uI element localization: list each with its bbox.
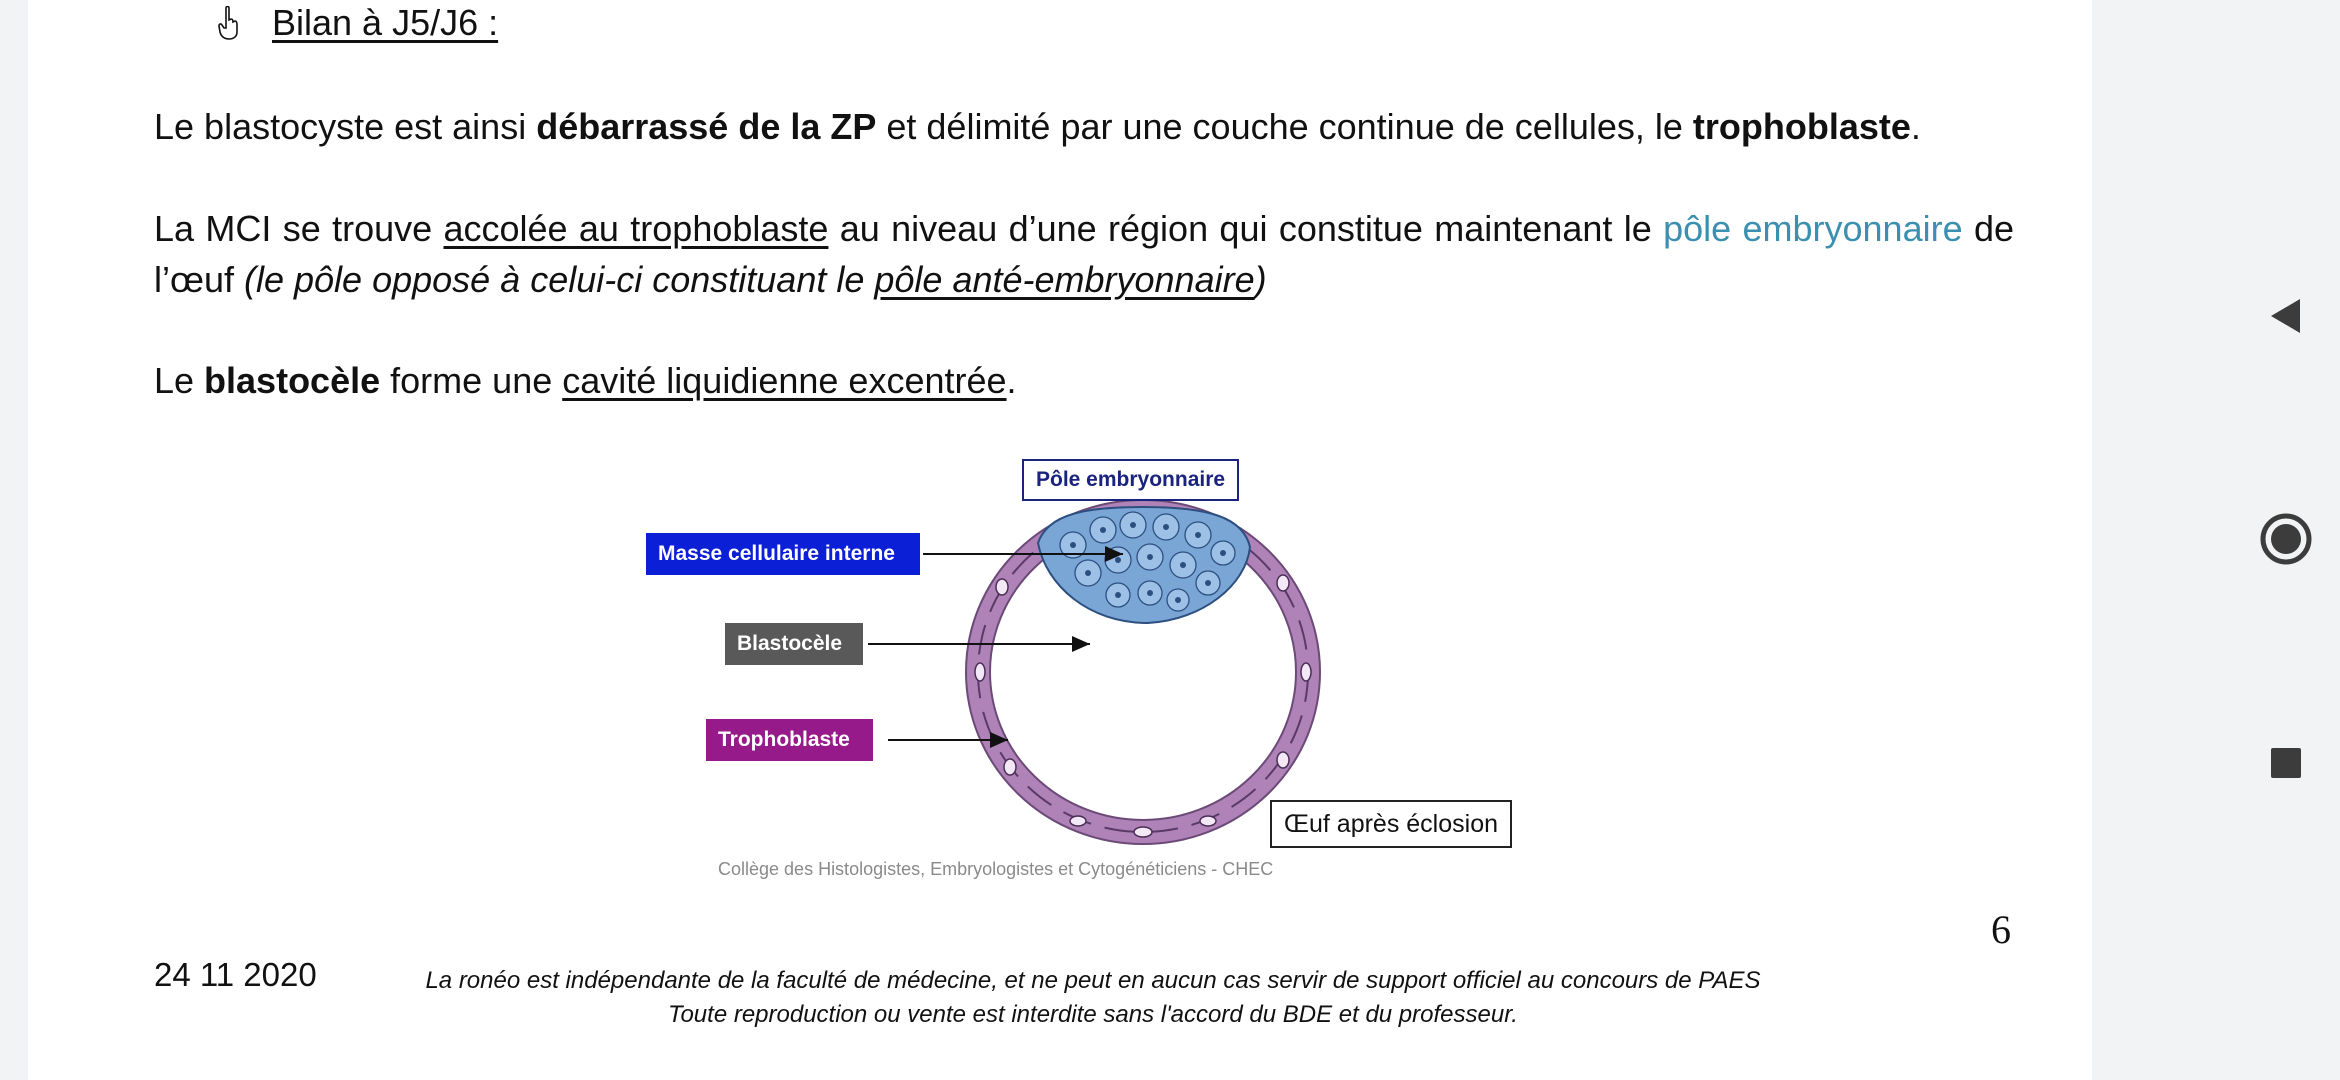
footer-disclaimer xyxy=(408,964,1778,1032)
navigation-bar xyxy=(2214,0,2340,1080)
paragraph-3: Le blastocèle forme une cavité liquidienne excentrée. xyxy=(154,360,1017,401)
home-icon xyxy=(2259,512,2313,566)
label-masse-cellulaire-interne: Masse cellulaire interne xyxy=(646,533,920,575)
recents-button[interactable] xyxy=(2258,735,2314,791)
label-pole-embryonnaire: Pôle embryonnaire xyxy=(1022,459,1239,501)
footer-disclaimer-line-1: La ronéo est indépendante de la faculté de médecine, et ne peut en aucun cas servir de support officiel au concours de PAES xyxy=(425,967,1761,994)
figure-credit: Collège des Histologistes, Embryologistes et Cytogénéticiens - CHEC xyxy=(718,859,1274,879)
page-number: 6 xyxy=(1991,907,2011,952)
back-icon xyxy=(2268,296,2304,336)
label-trophoblaste: Trophoblaste xyxy=(706,719,873,761)
back-button[interactable] xyxy=(2258,288,2314,344)
home-button[interactable] xyxy=(2258,511,2314,567)
pointing-hand-icon xyxy=(218,6,238,40)
section-heading xyxy=(218,2,498,44)
footer-disclaimer-line-2: Toute reproduction ou vente est interdite sans l'accord du BDE et du professeur. xyxy=(668,1001,1518,1028)
blastocyst-figure xyxy=(618,455,1548,895)
label-oeuf-apres-eclosion: Œuf après éclosion xyxy=(1270,800,1512,848)
heading-label: Bilan à J5/J6 : xyxy=(272,2,499,43)
paragraph-2: La MCI se trouve accolée au trophoblaste au niveau d’une région qui constitue maintenant le pôle embryonnaire de l’œuf (le pôle opposé à celui-ci constituant le pôle anté-embryonnaire) xyxy=(154,208,2014,300)
paragraph-1: Le blastocyste est ainsi débarrassé de la ZP et délimité par une couche continue de cellules, le trophoblaste. xyxy=(154,106,1921,147)
label-blastocele: Blastocèle xyxy=(725,623,863,665)
footer-date: 24 11 2020 xyxy=(154,956,317,993)
document-page xyxy=(28,0,2092,1080)
recents-icon xyxy=(2269,746,2303,780)
pole-embryonnaire-term: pôle embryonnaire xyxy=(1663,208,1963,249)
